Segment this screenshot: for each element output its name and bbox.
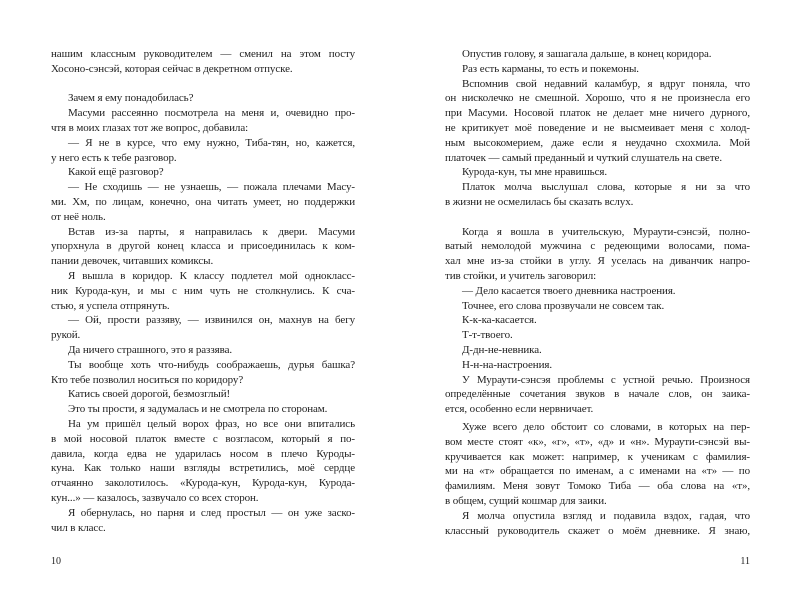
- paragraph: [51, 91, 355, 106]
- text-line: Хуже всего дело обстоит со словами, в которых на пер-: [462, 420, 750, 433]
- text-line: чтя в моих глазах тот же вопрос, добавила:: [51, 121, 249, 134]
- text-line: Я вышла в коридор. К классу подлетел мой однокласс-: [68, 269, 355, 282]
- text-line: Платок молча выслушал слова, которые я ни за что: [462, 181, 750, 194]
- text-line: Точнее, его слова прозвучали не совсем так.: [462, 299, 665, 312]
- paragraph: [51, 387, 355, 402]
- paragraph: [51, 225, 355, 269]
- text-line: ник Курода-кун, и мы с ним чуть не столкнулись. К сча-: [51, 284, 355, 297]
- text-line: упорхнула в другой конец класса и присоединилась к ком-: [51, 240, 355, 253]
- text-line: отчаянно заколотилось. «Курода-кун, Курода-кун, Курода-: [51, 477, 355, 490]
- text-line: у него есть к тебе разговор.: [51, 151, 177, 164]
- text-line: ется, особенно если нервничает.: [445, 403, 594, 416]
- text-line: Опустив голову, я зашагала дальше, в конец коридора.: [462, 48, 712, 60]
- text-line: Когда я вошла в учительскую, Мураути-сэнсэй, полно-: [462, 225, 750, 238]
- text-line: Курода-кун, ты мне нравишься.: [462, 166, 607, 179]
- text-line: На ум пришёл целый ворох фраз, но все они впитались: [68, 417, 355, 430]
- page-number-left: 10: [51, 556, 61, 567]
- paragraph: [51, 269, 355, 313]
- paragraph: [51, 47, 355, 77]
- paragraph: [51, 417, 355, 506]
- paragraph: [445, 62, 750, 77]
- paragraph: [445, 180, 750, 210]
- text-line: У Мураути-сэнсэя проблемы с устной речью. Произнося: [462, 373, 750, 386]
- text-line: в мой носовой платок вместе с возгласом, который я по-: [51, 432, 355, 445]
- text-line: — Дело касается твоего дневника настроения.: [462, 284, 676, 297]
- text-line: не критикует моё поведение и не высмеивает меня с холод-: [445, 121, 750, 134]
- text-line: — Я не в курсе, что ему нужно, Тиба-тян, но, кажется,: [68, 136, 355, 149]
- text-line: Раз есть карманы, то есть и покемоны.: [462, 62, 639, 75]
- text-line: Масуми рассеянно посмотрела на меня и, очевидно про-: [68, 107, 355, 120]
- text-line: пании девочек, читавших комиксы.: [51, 255, 214, 268]
- text-line: — Ой, прости раззяву, — извинился он, махнув на бегу: [68, 314, 355, 327]
- text-line: фамилиям. Меня зовут Томоко Тиба — оба слова на «т»,: [445, 480, 750, 493]
- text-line: при Масуми. Носовой платок не делает мне ничего дурного,: [445, 107, 750, 120]
- page-left-text: [51, 47, 355, 535]
- text-line: Т-т-твоего.: [462, 329, 513, 342]
- text-line: чил в класс.: [51, 521, 106, 534]
- paragraph: [445, 225, 750, 284]
- page-right-text: [445, 47, 750, 538]
- text-line: — Не сходишь — не узнаешь, — пожала плечами Масу-: [68, 181, 355, 194]
- text-line: Ты вообще хоть что-нибудь соображаешь, дурья башка?: [68, 358, 355, 371]
- text-line: Кто тебе позволил носиться по коридору?: [51, 373, 244, 386]
- text-line: Какой ещё разговор?: [68, 166, 164, 179]
- text-line: ми. Хм, по лицам, конечно, она читать умеет, но поддержки: [51, 195, 355, 208]
- paragraph: [51, 402, 355, 417]
- paragraph: [445, 420, 750, 509]
- paragraph: [51, 313, 355, 343]
- text-line: ным высокомерием, даже если я неудачно схохмила. Мой: [445, 136, 750, 149]
- text-line: стью, я успела отпрянуть.: [51, 299, 170, 312]
- text-line: вом месте стоят «к», «г», «т», «д» и «н». Мураути-сэнсэй вы-: [445, 435, 750, 448]
- text-line: платочек — самый преданный и чуткий слушатель на свете.: [445, 151, 722, 164]
- paragraph: [445, 165, 750, 180]
- paragraph: [51, 106, 355, 136]
- text-line: Я молча опустила взгляд и подавила вздох, гадая, что: [462, 509, 750, 522]
- paragraph: [445, 373, 750, 417]
- text-line: ми на «т» обращается по именам, а с именами на «т» — по: [445, 465, 750, 478]
- text-line: в жизни не осмелилась бы сказать вслух.: [445, 195, 634, 208]
- text-line: кун...» — казалось, зазвучало со всех сторон.: [51, 491, 259, 504]
- paragraph: [445, 509, 750, 539]
- text-line: Встав из-за парты, я направилась к двери. Масуми: [68, 225, 355, 238]
- paragraph: [445, 284, 750, 299]
- text-line: он нисколечко не смешной. Хорошо, что я не произнесла его: [445, 92, 750, 105]
- paragraph: [445, 47, 750, 62]
- paragraph: [445, 313, 750, 328]
- text-line: хал мне из-за стойки в углу. Я уселась на диванчик напро-: [445, 255, 750, 268]
- paragraph: [51, 358, 355, 388]
- paragraph: [445, 299, 750, 314]
- text-line: К-к-ка-касается.: [462, 314, 537, 327]
- text-line: рукой.: [51, 329, 81, 342]
- paragraph: [445, 328, 750, 343]
- text-line: Н-н-на-настроения.: [462, 358, 552, 371]
- paragraph: [51, 136, 355, 166]
- text-line: куна. Как только наши взгляды встретились, моё сердце: [51, 462, 355, 475]
- text-line: тив стойки, и учитель заговорил:: [445, 269, 597, 282]
- paragraph: [51, 165, 355, 180]
- text-line: классный руководитель скажет о моём дневнике. Я знаю,: [445, 524, 750, 537]
- paragraph: [445, 77, 750, 166]
- paragraph: [51, 506, 355, 536]
- text-line: Да ничего страшного, это я раззява.: [68, 343, 233, 356]
- text-line: давила, когда едва не ударилась носом в плечо Куроды-: [51, 447, 355, 460]
- paragraph: [51, 180, 355, 224]
- page-number-right: 11: [740, 556, 750, 567]
- paragraph: [445, 358, 750, 373]
- text-line: Зачем я ему понадобилась?: [68, 92, 194, 105]
- text-line: от неё ноль.: [51, 210, 106, 223]
- text-line: нашим классным руководителем — сменил на этом посту: [51, 48, 355, 60]
- text-line: Это ты прости, я задумалась и не смотрела по сторонам.: [68, 403, 328, 416]
- text-line: Вспомнив свой недавний каламбур, я вдруг поняла, что: [462, 77, 750, 90]
- text-line: определённые сочетания звуков в начале слов, он заика-: [445, 388, 750, 401]
- text-line: кручивается как может: например, к ученикам с фамилия-: [445, 450, 750, 463]
- text-line: Хосоно-сэнсэй, которая сейчас в декретном отпуске.: [51, 62, 293, 75]
- paragraph: [445, 343, 750, 358]
- text-line: Я обернулась, но парня и след простыл — он уже заско-: [68, 506, 355, 519]
- text-line: ватый немолодой мужчина с редеющими волосами, пома-: [445, 240, 750, 253]
- text-line: в общем, сущий кошмар для заики.: [445, 494, 607, 507]
- text-line: Катись своей дорогой, безмозглый!: [68, 388, 231, 401]
- text-line: Д-дн-не-невника.: [462, 343, 542, 356]
- paragraph: [51, 343, 355, 358]
